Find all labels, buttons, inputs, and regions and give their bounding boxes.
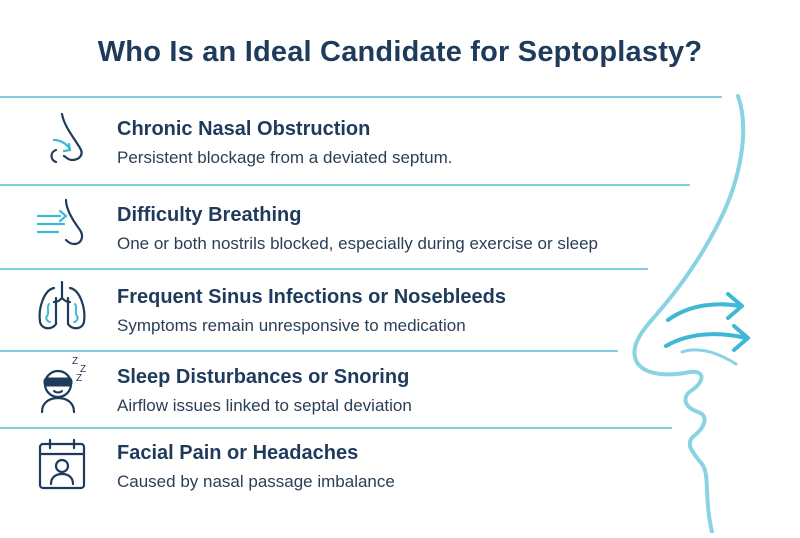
list-item-chronic-nasal-obstruction	[0, 104, 700, 184]
list-item-sleep-disturbances	[0, 354, 700, 434]
item-description: Airflow issues linked to septal deviation	[117, 396, 412, 415]
item-description: Persistent blockage from a deviated septum.	[117, 148, 453, 167]
item-heading: Frequent Sinus Infections or Nosebleeds	[117, 286, 506, 308]
item-description: One or both nostrils blocked, especially during exercise or sleep	[117, 234, 598, 253]
item-heading: Difficulty Breathing	[117, 204, 302, 226]
calendar-person-icon	[34, 436, 90, 492]
item-heading: Chronic Nasal Obstruction	[117, 118, 371, 140]
svg-text:Z: Z	[72, 356, 79, 367]
face-profile-illustration	[600, 90, 800, 533]
lungs-icon	[34, 278, 90, 334]
svg-text:Z: Z	[76, 373, 83, 384]
list-item-sinus-infections	[0, 274, 700, 354]
list-item-facial-pain	[0, 432, 700, 512]
item-heading: Facial Pain or Headaches	[117, 442, 359, 464]
divider	[0, 184, 690, 186]
breathing-nose-icon	[34, 196, 90, 252]
list-item-difficulty-breathing	[0, 190, 700, 270]
item-heading: Sleep Disturbances or Snoring	[117, 366, 410, 388]
sleeping-face-icon	[34, 354, 90, 410]
item-description: Symptoms remain unresponsive to medication	[117, 316, 466, 335]
page-title: Who Is an Ideal Candidate for Septoplasty?	[97, 36, 703, 68]
svg-text:Z: Z	[80, 364, 87, 375]
item-description: Caused by nasal passage imbalance	[117, 472, 395, 491]
nose-obstruction-icon	[34, 110, 90, 166]
